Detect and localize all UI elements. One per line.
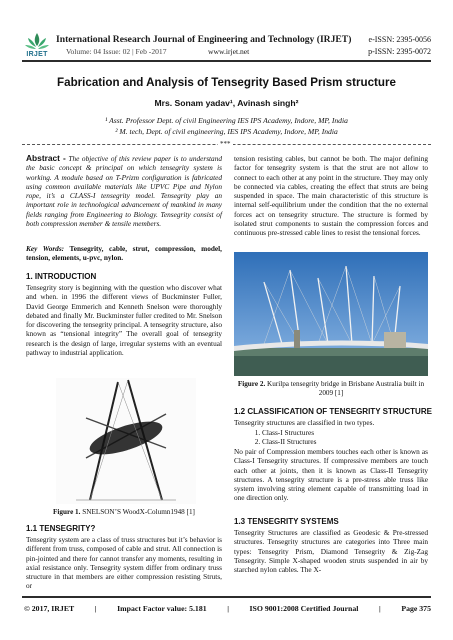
figure-1-caption bbox=[26, 508, 222, 517]
footer-impact-factor: Impact Factor value: 5.181 bbox=[117, 604, 207, 613]
section-1-2-heading: 1.2 CLASSIFICATION OF TENSEGRITY STRUCTURE bbox=[234, 407, 432, 416]
keywords-text: Tensegrity, cable, strut, compression, model, tension, elements, u-pvc, nylon. bbox=[26, 244, 222, 263]
abstract-label: Abstract - bbox=[26, 153, 66, 163]
journal-website: www.irjet.net bbox=[208, 47, 250, 56]
figure-1-label: Figure 1. bbox=[53, 508, 81, 516]
section-1-1-text: Tensegrity system are a class of truss structures but it’s behavior is different from truss, composed of cable and strut. All connection is pin-jointed and there for cannot transfer any moments, resulting in axial resistance only. Tensegrity system differ from ordinary truss structure in that members are either compression resisting Struts, or bbox=[26, 535, 222, 591]
keywords-label: Key Words: bbox=[26, 244, 65, 253]
intro-heading: 1. INTRODUCTION bbox=[26, 272, 97, 281]
right-column-text: tension resisting cables, but cannot be both. The major defining factor for tensegrity system is that the strut are not allow to connect to each other at any point in the structure. They may only be connected via cables, creating the effect that struts are being suspended in space. The main characteristic of this structure is internal self-equilibrium under the condition that the no external forces act on tensegrity structure. The structure is formed by isolated strut components to sustain the compression forces and continuous pre-stressed cable lines to resist the tensional forces. bbox=[234, 154, 428, 238]
volume-issue: Volume: 04 Issue: 02 | Feb -2017 bbox=[66, 47, 167, 56]
intro-text: Tensegrity story is beginning with the question who discover what and when. in 1996 the different views of Buckminster Fuller, David George Emmerich and Kenneth Snelson were thoroughly debated and finally Mr. Buckminster fuller credited to Mr. Snelson for discovering the tensegrity principal. A tensegrity structure, also known as “tensional integrity” The overall goal of tensegrity research is the design of large, irregular systems with an eventual pathway to industrial application. bbox=[26, 283, 222, 358]
journal-header bbox=[0, 0, 453, 64]
section-1-2-text: No pair of Compression members touches each other is known as Class-I Tensegrity structures. If compressive members are touch each other at joints, then it is known as Class-II Tensegrity structures. A tensegrity structure is a pre-stress able truss like system involving string element capable of transmitting load in one direction only. bbox=[234, 447, 428, 503]
abstract bbox=[26, 154, 222, 228]
figure-2-caption-text: Kurilpa tensegrity bridge in Brisbane Australia built in 2009 [1] bbox=[265, 380, 425, 397]
section-1-1-heading: 1.1 TENSEGRITY? bbox=[26, 524, 96, 533]
section-1-3-text: Tensegrity Structures are classified as Geodesic & Pre-stressed structures. Tensegrity structures are categories into Three main types: Tensegrity Prism, Diamond Tensegrity & Zig-Zag Tensegrity. Simple X-shaped wooden struts suspended in air by starched nylon cables. The X- bbox=[234, 528, 428, 575]
logo-text: IRJET bbox=[26, 51, 48, 58]
paper-authors: Mrs. Sonam yadav¹, Avinash singh² bbox=[154, 98, 299, 108]
footer-divider: | bbox=[379, 604, 381, 613]
separator-mark: *** bbox=[220, 140, 231, 148]
figure-2-image bbox=[234, 252, 428, 376]
class-list bbox=[248, 428, 317, 447]
list-item: 2. Class-II Structures bbox=[262, 437, 317, 446]
section-1-3-heading: 1.3 TENSEGRITY SYSTEMS bbox=[234, 517, 339, 526]
abstract-text: The objective of this review paper is to understand the basic concept & principal on which tensegrity system is working. A module based on T-Prizm configuration is fabricated using common available materials like UPVC Pipe and Nylon rope, it’s a CLASS-I tensegrity model. Tensegrity play an important role in technological advancement of mankind in many fields ranging from Engineering to Biology. Tensegrity consist of both compression member & tensile members. bbox=[26, 154, 223, 229]
journal-name: International Research Journal of Engineering and Technology (IRJET) bbox=[56, 34, 352, 45]
footer-divider: | bbox=[227, 604, 229, 613]
footer-page-number: Page 375 bbox=[401, 604, 431, 613]
pissn: p-ISSN: 2395-0072 bbox=[368, 47, 431, 56]
list-item: 1. Class-I Structures bbox=[262, 428, 317, 437]
figure-2-label: Figure 2. bbox=[237, 380, 266, 388]
footer-divider: | bbox=[94, 604, 97, 613]
footer-iso: ISO 9001:2008 Certified Journal bbox=[249, 604, 359, 613]
section-1-2-intro: Tensegrity structures are classified in two types. bbox=[234, 418, 375, 427]
eissn: e-ISSN: 2395-0056 bbox=[368, 35, 431, 44]
keywords bbox=[26, 244, 222, 263]
footer-copyright: © 2017, IRJET bbox=[24, 604, 75, 613]
footer-rule bbox=[22, 596, 431, 598]
paper-title: Fabrication and Analysis of Tensegrity Based Prism structure bbox=[57, 76, 396, 89]
affiliation-2: ² M. tech, Dept. of civil engineering, IES IPS Academy, Indore, MP, India bbox=[115, 127, 338, 136]
page-footer bbox=[24, 604, 431, 613]
affiliation-1: ¹ Asst. Professor Dept. of civil Engineering IES IPS Academy, Indore, MP, India bbox=[105, 116, 348, 125]
header-rule bbox=[22, 60, 431, 62]
figure-2-caption bbox=[234, 380, 428, 398]
figure-1-image bbox=[56, 378, 196, 504]
figure-1-caption-text: SNELSON’S WoodX-Column1948 [1] bbox=[80, 508, 195, 516]
